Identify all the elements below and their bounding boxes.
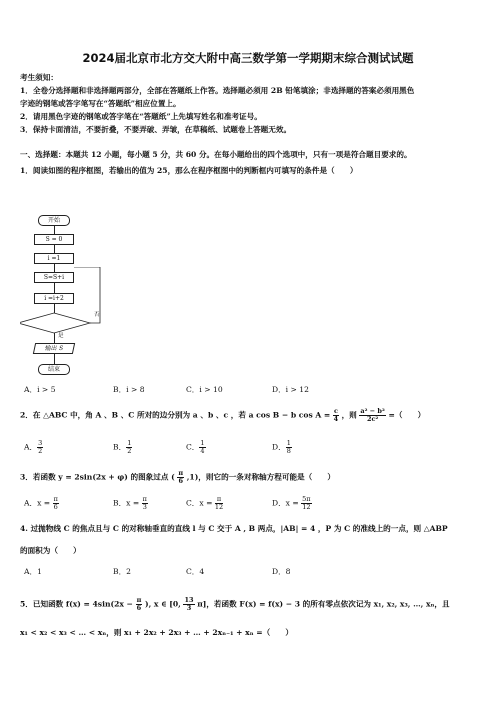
flow-output: 输出 S xyxy=(33,343,75,354)
q3-option-c: C．x = $\frac{\pi}{12}$ xyxy=(186,495,224,511)
q2-option-a: A． $\frac{3}{2}$ xyxy=(24,439,43,455)
question-4-stem: 4. 过抛物线 C 的焦点且与 C 的对称轴垂直的直线 l 与 C 交于 A , B 两点，|AB| = 4 ，P 为 C 的准线上的一点，则 △ABP xyxy=(20,524,448,533)
flow-start: 开始 xyxy=(38,215,70,226)
question-5-stem-cont: x₁ < x₂ < x₃ < … < xₙ，则 x₁ + 2x₂ + 2x₃ + … + 2xₙ₋₁ + xₙ =（ ） xyxy=(20,628,293,637)
question-3-stem: 3．若函数 y = 2sin(2x + φ) 的图象过点 ( $\frac{\pi}{6}$ ,1)，则它的一条对称轴方程可能是（ ） xyxy=(20,469,335,485)
flow-yes-label: 是 xyxy=(58,333,64,339)
q4-option-d: D．8 xyxy=(272,567,291,576)
notice-item-1-cont: 字迹的钢笔或答字笔写在“答题纸”相应位置上。 xyxy=(20,99,181,108)
notice-item-1: 1．全卷分选择题和非选择题两部分，全部在答题纸上作答。选择题必须用 2B 铅笔填涂；非选择题的答案必须用黑色 xyxy=(20,86,415,95)
flow-no-label: 否 xyxy=(94,312,100,318)
flow-connectors xyxy=(20,267,120,347)
q1-option-b: B．i > 8 xyxy=(113,385,145,394)
section-heading: 一、选择题：本题共 12 小题，每小题 5 分，共 60 分。在每小题给出的四个选项中，只有一项是符合题目要求的。 xyxy=(20,150,412,159)
flowchart xyxy=(20,215,120,375)
flow-increment: i =i+2 xyxy=(34,293,74,304)
question-5-stem: 5．已知函数 f(x) = 4sin(2x − $\frac{\pi}{6}$ ), x ∈ [0, $\frac{13}{3}$ π]，若函数 F(x) = f(x) − 3 的所有零点依次记为 x₁, x₂, x₃, …, xₙ，且 xyxy=(20,596,450,612)
q4-option-a: A．1 xyxy=(24,567,42,576)
flow-accumulate: S=S+i xyxy=(34,272,74,283)
flow-decision xyxy=(20,313,90,333)
flow-init-i: i =1 xyxy=(34,253,74,264)
q1-option-d: D．i > 12 xyxy=(272,385,309,394)
question-1-stem: 1．阅读如图的程序框图，若输出的值为 25，那么在程序框图中的判断框内可填写的条件是（ ） xyxy=(20,166,358,175)
q3-option-b: B．x = $\frac{\pi}{3}$ xyxy=(113,495,147,511)
notice-item-2: 2．请用黑色字迹的钢笔或答字笔在“答题纸”上先填写姓名和准考证号。 xyxy=(20,112,262,121)
q2-option-d: D． $\frac{1}{8}$ xyxy=(272,439,291,455)
q4-option-b: B．2 xyxy=(113,567,132,576)
q1-option-a: A．i > 5 xyxy=(24,385,56,394)
q2-option-c: C． $\frac{1}{4}$ xyxy=(186,439,205,455)
q3-option-a: A．x = $\frac{\pi}{6}$ xyxy=(24,495,58,511)
q2-option-b: B． $\frac{1}{2}$ xyxy=(113,439,132,455)
q4-option-c: C．4 xyxy=(186,567,205,576)
notice-item-3: 3．保持卡面清洁，不要折叠，不要弄破、弄皱，在草稿纸、试题卷上答题无效。 xyxy=(20,125,292,134)
flow-init-s: S = 0 xyxy=(34,234,74,245)
question-2-stem: 2．在 △ABC 中，角 A 、B 、C 所对的边分别为 a 、b 、c ，若 a cos B − b cos A = $\frac{c}{4}$ ，则 $\frac{\text{a² − b²}}{\text{2c²}}$ =（ ） xyxy=(20,407,426,423)
q3-option-d: D．x = $\frac{5\pi}{12}$ xyxy=(272,495,311,511)
flow-end: 结束 xyxy=(38,364,70,375)
page-title: 2024届北京市北方交大附中高三数学第一学期期末综合测试试题 xyxy=(82,51,414,65)
q1-option-c: C．i > 10 xyxy=(186,385,223,394)
question-4-stem-cont: 的面积为（ ） xyxy=(20,546,81,555)
notice-heading: 考生须知： xyxy=(20,73,58,82)
